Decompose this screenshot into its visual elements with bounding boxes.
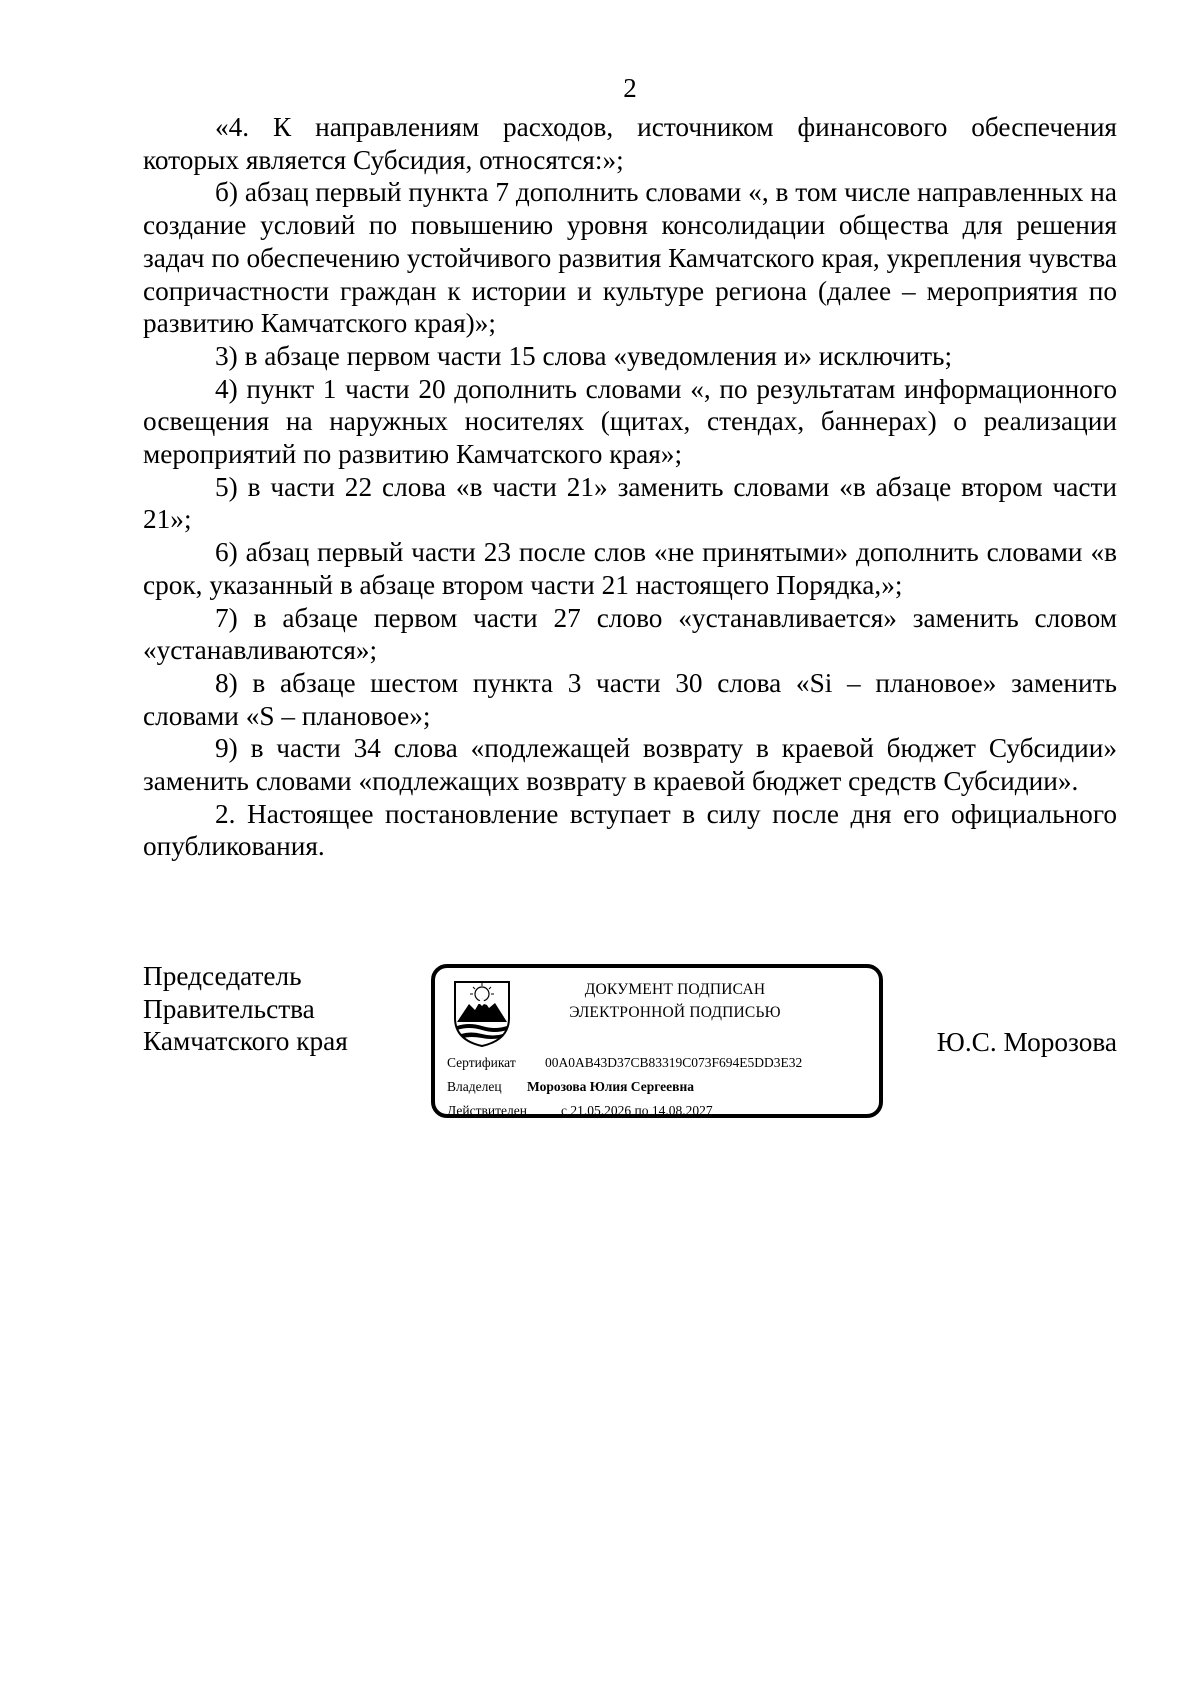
paragraph: 7) в абзаце первом части 27 слово «устанавливается» заменить словом «устанавливаются»; [143,602,1117,666]
owner-value: Морозова Юлия Сергеевна [527,1079,694,1094]
signer-name: Ю.С. Морозова [936,1027,1117,1057]
signature-block [143,960,1117,1130]
validity-label: Действителен [447,1103,527,1118]
signer-position-line: Камчатского края [143,1026,348,1057]
paragraph: б) абзац первый пункта 7 дополнить словами «, в том числе направленных на создание условий по повышению уровня консолидации общества для решения задач по обеспечению устойчивого развития Камчатского края, укрепления чувства сопричастности граждан к истории и культуре региона (далее – мероприятия по развитию Камчатского края)»; [143,177,1117,339]
validity-value: с 21.05.2026 по 14.08.2027 [561,1103,713,1118]
paragraph: 9) в части 34 слова «подлежащей возврату в краевой бюджет Субсидии» заменить словами «подлежащих возврату в краевой бюджет средств Субсидии». [143,733,1117,797]
certificate-row [447,1054,802,1072]
page-number: 2 [623,73,637,103]
certificate-value: 00A0AB43D37CB83319C073F694E5DD3E32 [545,1055,803,1070]
stamp-heading [535,978,815,1024]
paragraph: 3) в абзаце первом части 15 слова «уведомления и» исключить; [215,340,953,371]
owner-label: Владелец [447,1079,502,1094]
owner-row [447,1078,694,1096]
paragraph: 6) абзац первый части 23 после слов «не принятыми» дополнить словами «в срок, указанный в абзаце втором части 21 настоящего Порядка,»; [143,537,1117,600]
paragraph: 8) в абзаце шестом пункта 3 части 30 слова «Si – плановое» заменить словами «S – плановое»; [143,667,1117,731]
paragraph: 2. Настоящее постановление вступает в силу после дня его официального опубликования. [143,798,1117,862]
paragraph: 4) пункт 1 части 20 дополнить словами «, по результатам информационного освещения на наружных носителях (щитах, стендах, баннерах) о реализации мероприятий по развитию Камчатского края»; [143,373,1117,470]
certificate-label: Сертификат [447,1055,516,1070]
document-body [143,111,1117,863]
validity-row [447,1102,713,1120]
stamp-heading-line: ЭЛЕКТРОННОЙ ПОДПИСЬЮ [569,1004,781,1021]
stamp-heading-line: ДОКУМЕНТ ПОДПИСАН [584,981,766,998]
paragraph: 5) в части 22 слова «в части 21» заменить словами «в абзаце втором части 21»; [143,471,1117,535]
electronic-signature-stamp [431,964,883,1118]
signer-position [143,960,348,1058]
kamchatka-coat-of-arms-icon [449,978,515,1048]
signer-position-line: Председатель [143,961,302,991]
signer-position-line: Правительства [143,993,315,1024]
paragraph: «4. К направлениям расходов, источником финансового обеспечения которых является Субсидия, относятся:»; [143,112,1117,175]
